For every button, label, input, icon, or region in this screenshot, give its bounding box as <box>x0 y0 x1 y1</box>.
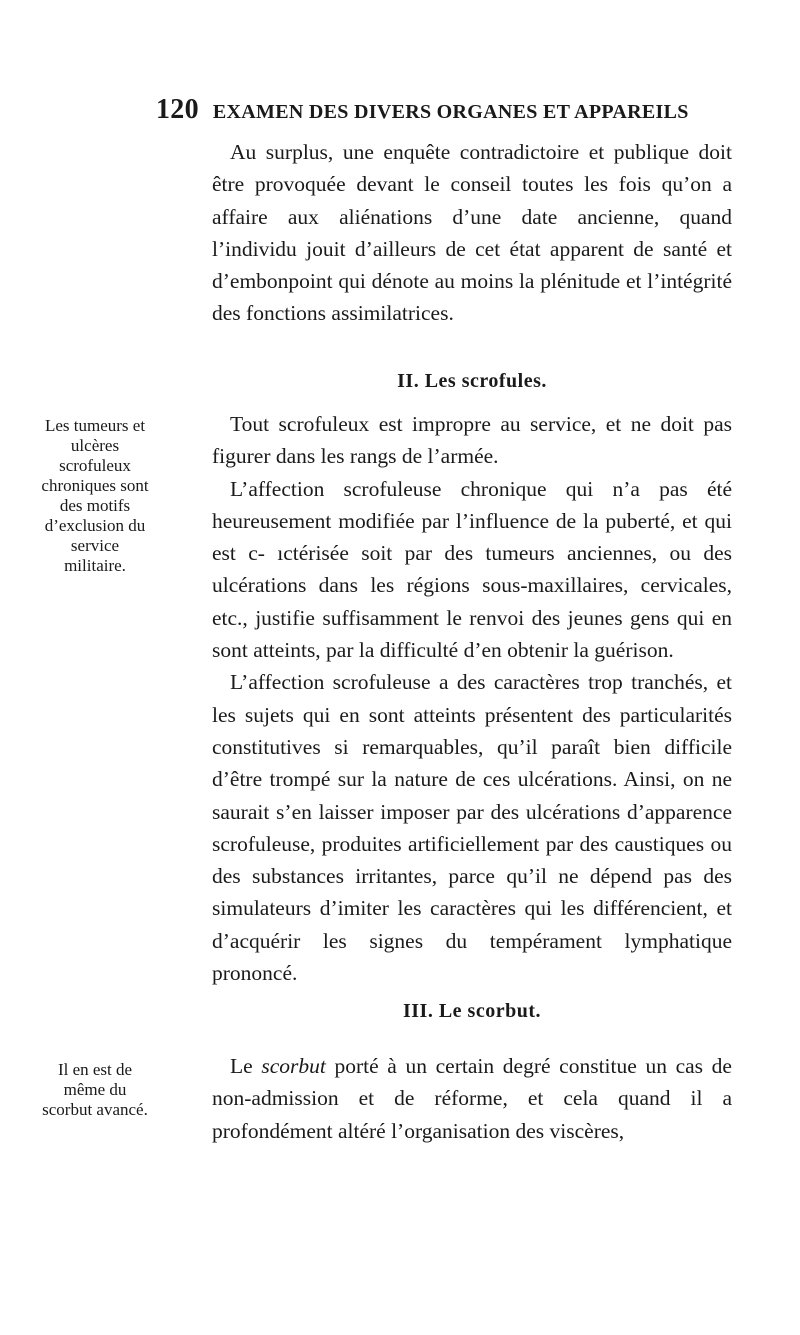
paragraph-rest: porté à un certain degré constitue un cas de non-admission et de réforme, et cela quand il a profondément altéré l’organisation des viscères, <box>212 1054 732 1143</box>
running-header <box>156 94 716 126</box>
paragraph <box>212 1050 732 1147</box>
intro-paragraph-block <box>212 136 732 330</box>
intro-paragraph: Au surplus, une enquête contradictoire et publique doit être provoquée devant le conseil toutes les fois qu’on a affaire aux aliénations d’une date ancienne, quand l’individu jouit d’ailleurs de cet état apparent de santé et d’embonpoint qui dénote au moins la plénitude et l’intégrité des fonctions assimilatrices. <box>212 140 732 326</box>
margin-note-scrofules: Les tumeurs et ulcères scrofuleux chroniques sont des motifs d’exclusion du service militaire. <box>41 416 149 575</box>
paragraph: L’affection scrofuleuse a des caractères trop tranchés, et les sujets qui en sont atteints présentent des particularités constitutives si remarquables, qu’il paraît bien difficile d’être trompé sur la nature de ces ulcérations. Ainsi, on ne saurait s’en laisser imposer par des ulcérations d’apparence scrofuleuse, produites artificiellement par des caustiques ou des substances irritantes, parce qu’il ne dépend pas des simulateurs d’imiter les caractères qui les différencient, et d’acquérir les signes du tempérament lymphatique prononcé. <box>212 670 732 986</box>
margin-note-scorbut: Il en est de même du scorbut avancé. <box>42 1060 148 1119</box>
paragraph: L’affection scrofuleuse chronique qui n’a pas été heureusement modifiée par l’influence de la puberté, et qui est c‑ ıctérisée soit par des tumeurs anciennes, ou des ulcérations dans les régions sous-maxillaires, cervicales, etc., justifie suffisamment le renvoi des jeunes gens qui en sont atteints, par la difficulté d’en obtenir la guérison. <box>212 476 732 663</box>
running-title: EXAMEN DES DIVERS ORGANES ET APPAREILS <box>212 101 689 123</box>
section-scrofules-body <box>212 408 732 989</box>
section-heading-scrofules: II. Les scrofules. <box>397 370 547 392</box>
section-scorbut-body <box>212 1050 732 1147</box>
section-heading-scorbut: III. Le scorbut. <box>402 1000 541 1022</box>
italic-term: scorbut <box>261 1054 326 1078</box>
paragraph-start: Le <box>230 1054 262 1078</box>
page-number: 120 <box>156 94 199 125</box>
paragraph: Tout scrofuleux est impropre au service, et ne doit pas figurer dans les rangs de l’armée. <box>212 412 732 469</box>
